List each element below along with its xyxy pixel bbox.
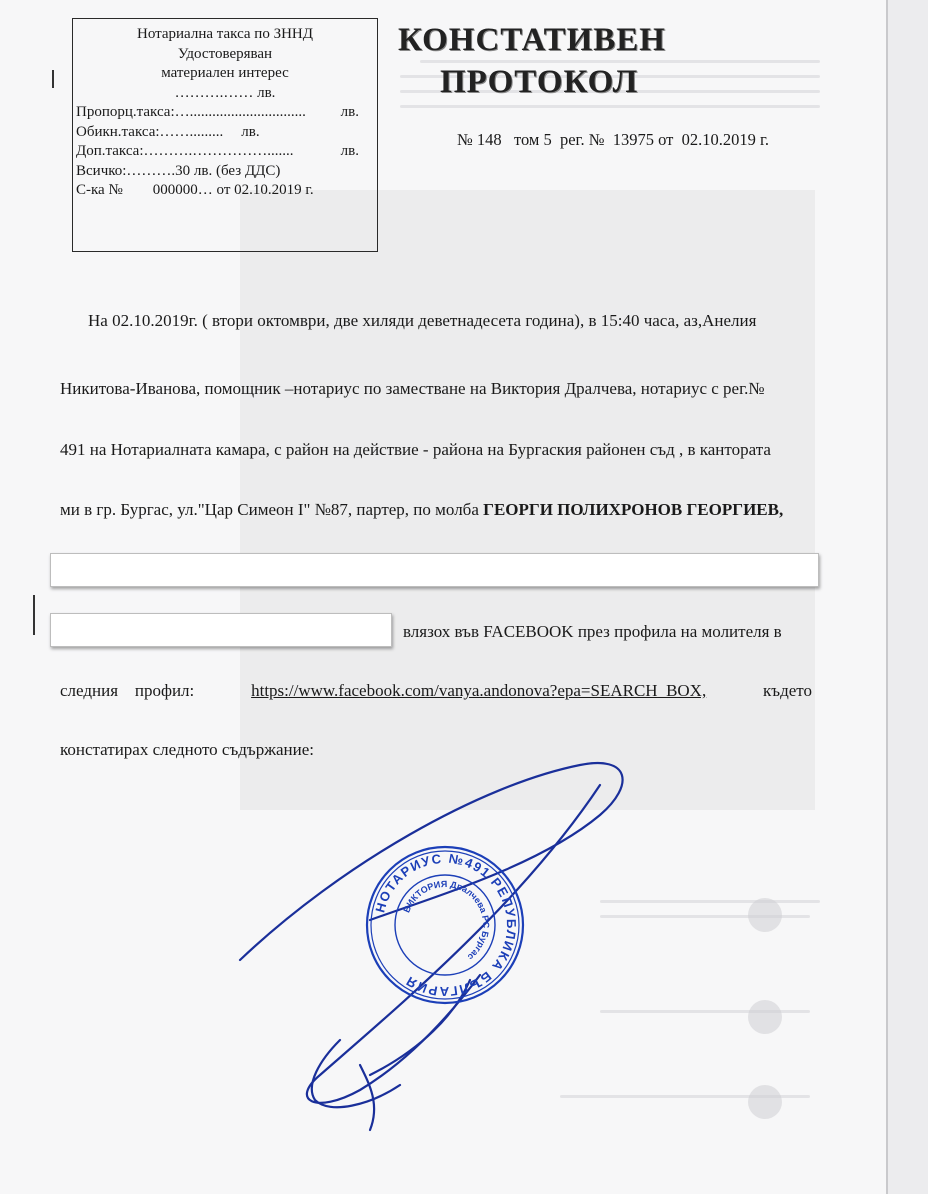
bleed-line bbox=[400, 105, 820, 108]
bleed-line bbox=[420, 60, 820, 63]
fee-row-label: Пропорц.такса:…............................... bbox=[76, 104, 306, 120]
fee-row-unit: лв. bbox=[241, 123, 260, 140]
fee-row-additional bbox=[73, 142, 377, 162]
fee-box-interest-amount: ……….…… лв. bbox=[174, 84, 276, 101]
body-line-1: На 02.10.2019г. ( втори октомври, две хиляди деветнадесета година), в 15:40 часа, аз,Анелия bbox=[88, 311, 757, 330]
document-title-line2: ПРОТОКОЛ bbox=[440, 64, 639, 100]
notary-fee-box bbox=[72, 18, 378, 252]
fee-row-label: Обикн.такса:……......... bbox=[76, 123, 224, 140]
fee-box-material-interest: материален интерес bbox=[161, 65, 289, 81]
facebook-profile-link[interactable]: https://www.facebook.com/vanya.andonova?epa=SEARCH_BOX, bbox=[251, 681, 707, 700]
fee-row-proportional bbox=[73, 103, 377, 123]
fee-box-certified: Удостоверяван bbox=[177, 45, 273, 62]
body-line-8: констатирах следното съдържание: bbox=[60, 740, 314, 759]
body-line-7 bbox=[60, 681, 812, 701]
redaction-bar-2 bbox=[50, 613, 392, 647]
requester-name: ГЕОРГИ ПОЛИХРОНОВ ГЕОРГИЕВ, bbox=[483, 500, 784, 519]
body-line-7-row bbox=[60, 681, 812, 701]
body-line-7-word: следния bbox=[60, 681, 119, 700]
bleed-avatar bbox=[748, 1085, 782, 1119]
body-line-2: Никитова-Иванова, помощник –нотариус по заместване на Виктория Дралчева, нотариус с рег.№ bbox=[60, 379, 765, 398]
body-line-4 bbox=[60, 500, 783, 520]
fee-row-unit: лв. bbox=[340, 104, 359, 120]
redaction-bar-1 bbox=[50, 553, 819, 587]
page-edge bbox=[886, 0, 888, 1194]
fee-total: Всичко:……….30 лв. (без ДДС) bbox=[76, 162, 281, 179]
document-title-line1: КОНСТАТИВЕН bbox=[398, 22, 666, 58]
fee-row-unit: лв. bbox=[340, 143, 359, 159]
bleed-avatar bbox=[748, 1000, 782, 1034]
body-line-7-word: където bbox=[763, 681, 812, 700]
bleed-avatar bbox=[748, 898, 782, 932]
fee-box-heading: Нотариална такса по ЗННД bbox=[136, 26, 313, 42]
margin-tick bbox=[33, 595, 35, 635]
document-registration: № 148 том 5 рег. № 13975 от 02.10.2019 г. bbox=[457, 130, 769, 149]
body-line-6: влязох във FACEBOOK през профила на молителя в bbox=[403, 622, 782, 641]
fee-receipt: С-ка № 000000… от 02.10.2019 г. bbox=[76, 182, 314, 198]
page-margin-right bbox=[888, 0, 928, 1194]
body-line-4-text: ми в гр. Бургас, ул."Цар Симеон I" №87, партер, по молба bbox=[60, 500, 484, 519]
margin-tick bbox=[52, 70, 54, 88]
fee-row-label: Доп.такса:……….……………....... bbox=[76, 143, 294, 159]
fee-row-ordinary bbox=[73, 123, 377, 143]
body-line-3: 491 на Нотариалната камара, с район на действие - района на Бургаския районен съд , в кантората bbox=[60, 440, 771, 459]
svg-text:ВИКТОРИЯ Дралчева РС Бургас bbox=[401, 879, 491, 962]
seal-outer-text: НОТАРИУС №491 РЕПУБЛИКА БЪЛГАРИЯ bbox=[372, 850, 520, 1000]
body-line-7-word: профил: bbox=[134, 681, 195, 700]
seal-inner-text: ВИКТОРИЯ Дралчева РС Бургас bbox=[401, 878, 492, 963]
notary-seal bbox=[360, 840, 530, 1010]
